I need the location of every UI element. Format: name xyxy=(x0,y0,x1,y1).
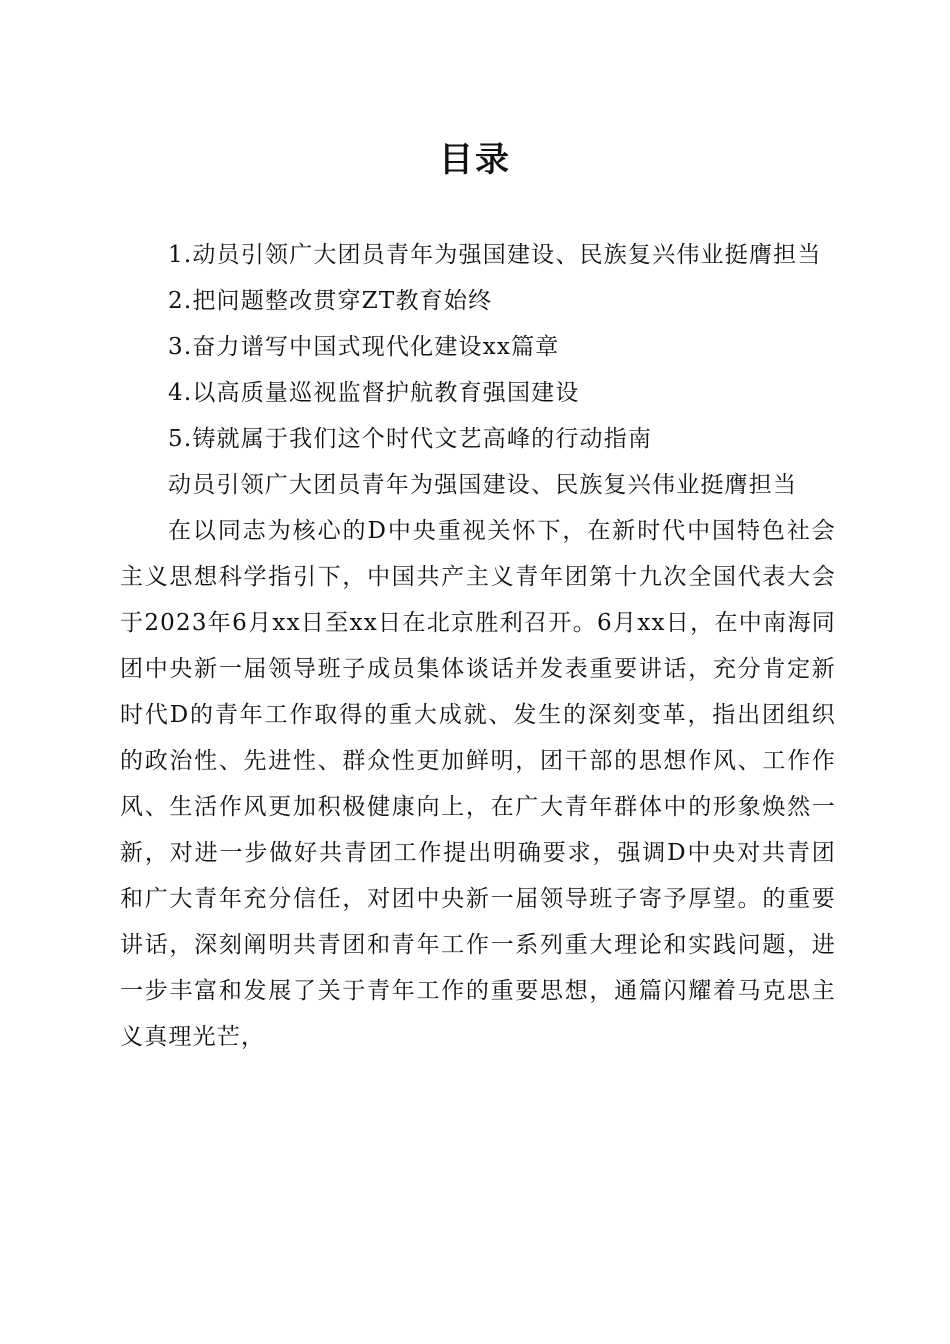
toc-item-5: 5.铸就属于我们这个时代文艺高峰的行动指南 xyxy=(168,426,653,452)
body-paragraph: 在以同志为核心的D中央重视关怀下，在新时代中国特色社会主义思想科学指引下，中国共产主义青年团第十九次全国代表大会于2023年6月xx日至xx日在北京胜利召开。6月xx日，在中南海同团中央新一届领导班子成员集体谈话并发表重要讲话，充分肯定新时代D的青年工作取得的重大成就、发生的深刻变革，指出团组织的政治性、先进性、群众性更加鲜明，团干部的思想作风、工作作风、生活作风更加积极健康向上，在广大青年群体中的形象焕然一新，对进一步做好共青团工作提出明确要求，强调D中央对共青团和广大青年充分信任，对团中央新一届领导班子寄予厚望。的重要讲话，深刻阐明共青团和青年工作一系列重大理论和实践问题，进一步丰富和发展了关于青年工作的重要思想，通篇闪耀着马克思主义真理光芒， xyxy=(120,518,836,1050)
toc-item-2: 2.把问题整改贯穿ZT教育始终 xyxy=(168,288,493,314)
toc-item-3: 3.奋力谱写中国式现代化建设xx篇章 xyxy=(168,334,560,360)
toc-item-4: 4.以高质量巡视监督护航教育强国建设 xyxy=(168,380,580,406)
toc-item-1: 1.动员引领广大团员青年为强国建设、民族复兴伟业挺膺担当 xyxy=(168,242,822,268)
section-heading: 动员引领广大团员青年为强国建设、民族复兴伟业挺膺担当 xyxy=(168,472,798,498)
page-title: 目录 xyxy=(439,140,511,180)
document-body xyxy=(120,232,836,1060)
